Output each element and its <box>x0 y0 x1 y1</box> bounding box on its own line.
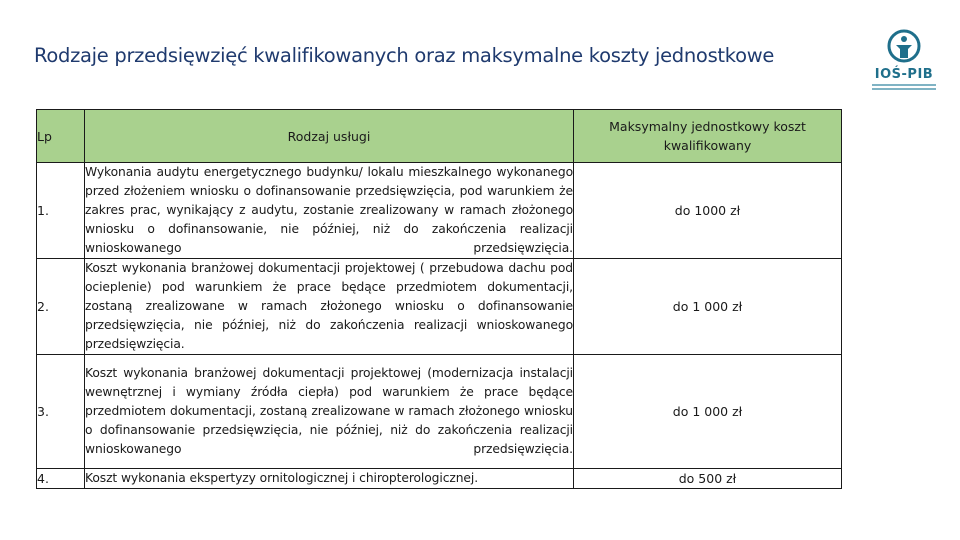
logo-divider <box>872 84 936 86</box>
row-service: Wykonania audytu energetycznego budynku/ lokalu mieszkalnego wykonanego przed złożeniem wniosku o dofinansowanie przedsięwzięcia, pod warunkiem że zakres prac, wynikający z audytu, zostanie zrealizowany w ramach złożonego wniosku o dofinansowanie, nie później, niż do zakończenia realizacji wnioskowanego przedsięwzięcia. <box>85 163 574 259</box>
table-row <box>37 469 842 489</box>
header-service: Rodzaj usługi <box>85 110 574 163</box>
row-lp: 2. <box>37 259 85 355</box>
row-service: Koszt wykonania ekspertyzy ornitologicznej i chiropterologicznej. <box>85 469 574 489</box>
page-title: Rodzaje przedsięwzięć kwalifikowanych oraz maksymalne koszty jednostkowe <box>34 44 775 67</box>
row-cost: do 1000 zł <box>574 163 842 259</box>
logo-text: IOŚ-PIB <box>874 67 934 82</box>
table-header-row <box>37 110 842 163</box>
table-row <box>37 355 842 469</box>
row-cost: do 500 zł <box>574 469 842 489</box>
row-service: Koszt wykonania branżowej dokumentacji projektowej (modernizacja instalacji wewnętrznej i wymiany źródła ciepła) pod warunkiem że prace będące przedmiotem dokumentacji, zostaną zrealizowane w ramach złożonego wniosku o dofinansowanie przedsięwzięcia, nie później, niż do zakończenia realizacji wnioskowanego przedsięwzięcia. <box>85 355 574 469</box>
table-row <box>37 259 842 355</box>
header-max-cost: Maksymalny jednostkowy koszt kwalifikowany <box>574 110 842 163</box>
row-lp: 3. <box>37 355 85 469</box>
header-lp: Lp <box>37 110 85 163</box>
row-cost: do 1 000 zł <box>574 259 842 355</box>
row-lp: 1. <box>37 163 85 259</box>
row-lp: 4. <box>37 469 85 489</box>
table-row <box>37 163 842 259</box>
row-cost: do 1 000 zł <box>574 355 842 469</box>
logo-divider <box>872 88 936 90</box>
costs-table <box>36 109 842 489</box>
person-icon <box>866 28 942 68</box>
ios-pib-logo <box>866 28 942 94</box>
row-service: Koszt wykonania branżowej dokumentacji projektowej ( przebudowa dachu pod ocieplenie) pod warunkiem że prace będące przedmiotem dokumentacji, zostaną zrealizowane w ramach złożonego wniosku o dofinansowanie przedsięwzięcia, nie później, niż do zakończenia realizacji wnioskowanego przedsięwzięcia. <box>85 259 574 355</box>
